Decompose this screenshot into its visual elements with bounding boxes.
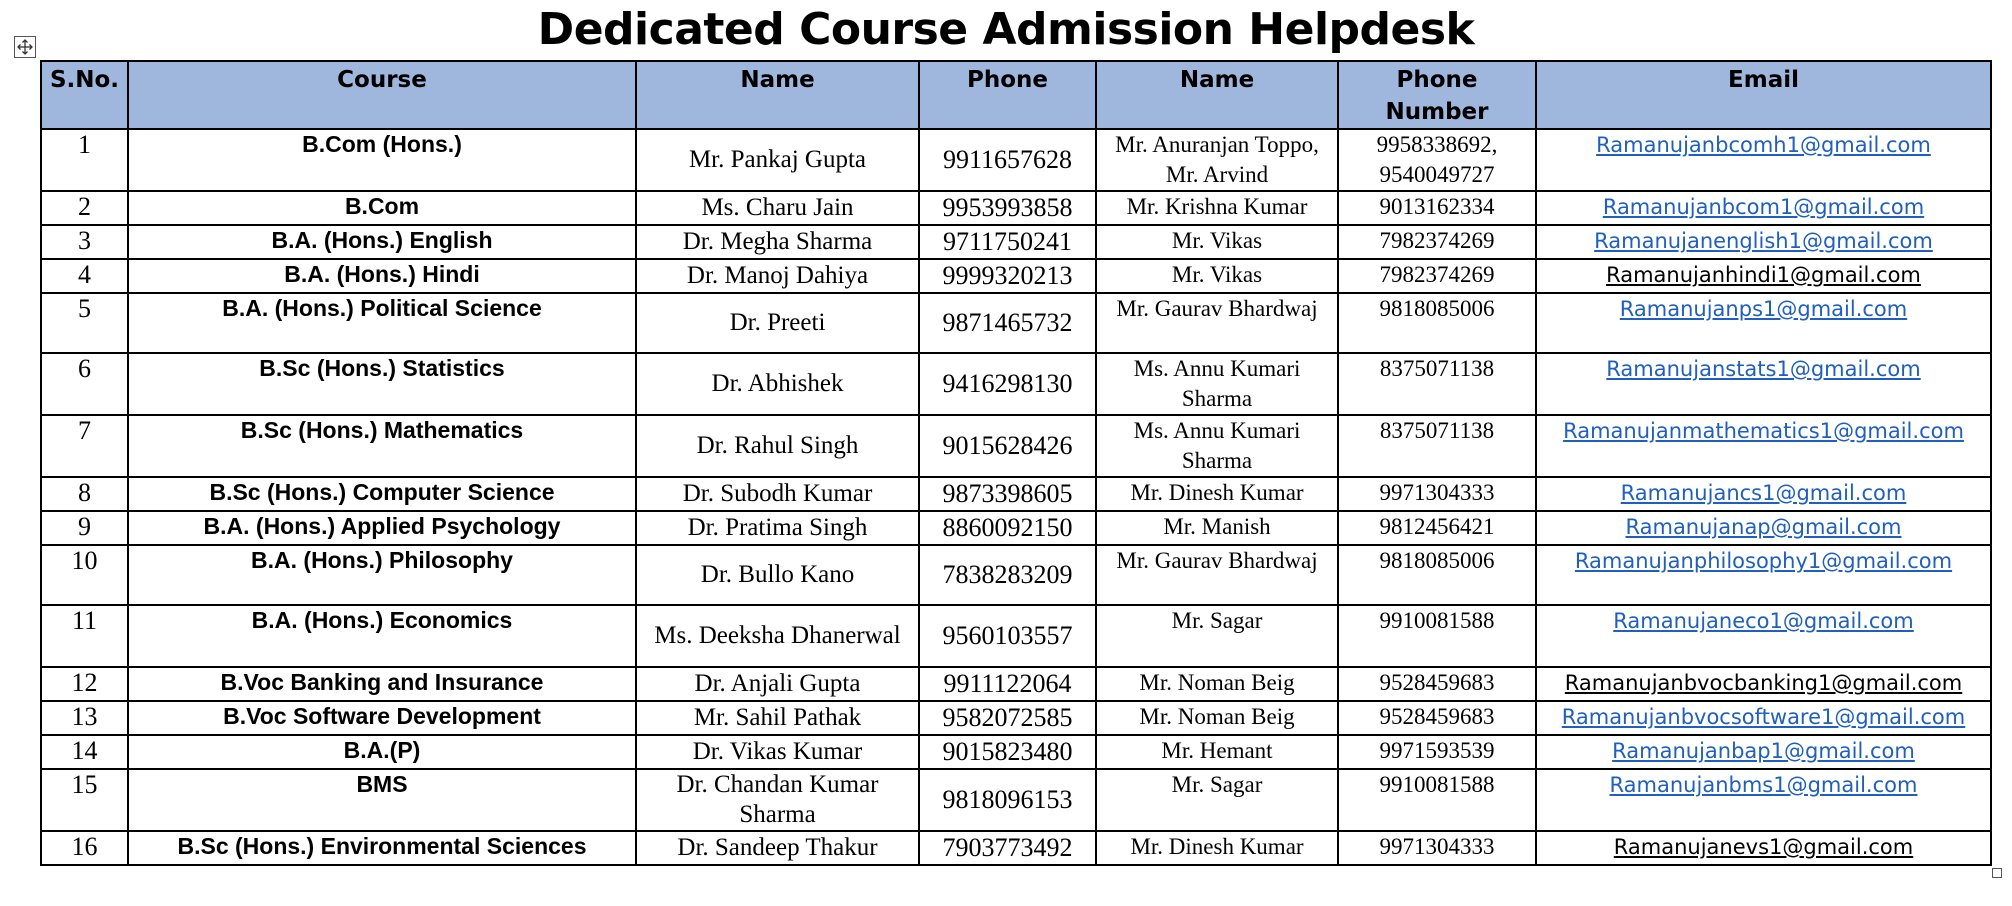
- table-cell-name: Dr. Rahul Singh: [636, 415, 919, 477]
- table-cell-phone: 8860092150: [919, 511, 1096, 545]
- table-cell-name: Dr. Vikas Kumar: [636, 735, 919, 769]
- header-phone-number: Phone Number: [1338, 61, 1536, 129]
- table-move-handle[interactable]: [14, 36, 36, 58]
- table-cell-phone: 9818096153: [919, 769, 1096, 831]
- email-link[interactable]: Ramanujanstats1@gmail.com: [1606, 357, 1921, 381]
- table-row: [41, 545, 1991, 605]
- header-course: Course: [128, 61, 636, 129]
- table-row: [41, 701, 1991, 735]
- table-cell-name-2: Mr. Vikas: [1096, 259, 1338, 293]
- table-cell-phone: 9873398605: [919, 477, 1096, 511]
- table-cell-email: [1536, 353, 1991, 415]
- page-title: Dedicated Course Admission Helpdesk: [537, 4, 1475, 55]
- table-row: [41, 667, 1991, 701]
- table-cell-email: [1536, 511, 1991, 545]
- table-cell-phone-number: 9812456421: [1338, 511, 1536, 545]
- table-cell-course: B.A.(P): [128, 735, 636, 769]
- table-cell-sno: 4: [41, 259, 128, 293]
- table-cell-phone-number: 8375071138: [1338, 415, 1536, 477]
- table-cell-phone: 9416298130: [919, 353, 1096, 415]
- table-cell-name: Dr. Bullo Kano: [636, 545, 919, 605]
- table-cell-email: [1536, 831, 1991, 865]
- table-cell-sno: 2: [41, 191, 128, 225]
- header-name-2: Name: [1096, 61, 1338, 129]
- table-cell-name: Dr. Preeti: [636, 293, 919, 353]
- table-cell-sno: 6: [41, 353, 128, 415]
- table-cell-course: B.Voc Software Development: [128, 701, 636, 735]
- table-cell-phone-number: 9818085006: [1338, 545, 1536, 605]
- table-cell-name: Dr. Subodh Kumar: [636, 477, 919, 511]
- table-cell-email: [1536, 667, 1991, 701]
- table-cell-phone-number: 7982374269: [1338, 225, 1536, 259]
- table-cell-phone-number: 9958338692, 9540049727: [1338, 129, 1536, 191]
- header-email: Email: [1536, 61, 1991, 129]
- table-cell-phone-number: 9528459683: [1338, 667, 1536, 701]
- table-cell-email: [1536, 191, 1991, 225]
- table-cell-email: [1536, 129, 1991, 191]
- table-cell-phone-number: 9971304333: [1338, 831, 1536, 865]
- table-row: [41, 353, 1991, 415]
- email-link[interactable]: Ramanujanbvocbanking1@gmail.com: [1564, 671, 1963, 695]
- table-cell-course: B.A. (Hons.) Political Science: [128, 293, 636, 353]
- table-cell-sno: 1: [41, 129, 128, 191]
- table-cell-email: [1536, 735, 1991, 769]
- table-cell-course: B.Sc (Hons.) Environmental Sciences: [128, 831, 636, 865]
- table-row: [41, 511, 1991, 545]
- table-cell-phone-number: 8375071138: [1338, 353, 1536, 415]
- table-row: [41, 605, 1991, 667]
- header-name: Name: [636, 61, 919, 129]
- table-cell-name: Mr. Pankaj Gupta: [636, 129, 919, 191]
- table-cell-sno: 9: [41, 511, 128, 545]
- table-cell-name-2: Mr. Gaurav Bhardwaj: [1096, 545, 1338, 605]
- table-cell-course: B.Sc (Hons.) Mathematics: [128, 415, 636, 477]
- table-cell-name: Dr. Sandeep Thakur: [636, 831, 919, 865]
- table-cell-course: BMS: [128, 769, 636, 831]
- table-cell-course: B.Sc (Hons.) Statistics: [128, 353, 636, 415]
- email-link[interactable]: Ramanujanmathematics1@gmail.com: [1563, 419, 1964, 443]
- table-cell-course: B.A. (Hons.) English: [128, 225, 636, 259]
- table-cell-email: [1536, 477, 1991, 511]
- table-cell-phone: 7838283209: [919, 545, 1096, 605]
- table-cell-email: [1536, 225, 1991, 259]
- email-link[interactable]: Ramanujanhindi1@gmail.com: [1606, 263, 1921, 287]
- table-cell-sno: 8: [41, 477, 128, 511]
- table-row: [41, 191, 1991, 225]
- table-cell-phone: 9911122064: [919, 667, 1096, 701]
- header-row: [41, 61, 1991, 129]
- table-cell-name-2: Mr. Dinesh Kumar: [1096, 477, 1338, 511]
- table-cell-course: B.A. (Hons.) Economics: [128, 605, 636, 667]
- table-resize-handle[interactable]: [1992, 868, 2002, 878]
- email-link[interactable]: Ramanujanps1@gmail.com: [1619, 297, 1908, 321]
- table-row: [41, 415, 1991, 477]
- table-cell-name-2: Mr. Manish: [1096, 511, 1338, 545]
- table-cell-name-2: Mr. Dinesh Kumar: [1096, 831, 1338, 865]
- email-link[interactable]: Ramanujaneco1@gmail.com: [1613, 609, 1914, 633]
- email-link[interactable]: Ramanujanbms1@gmail.com: [1609, 773, 1918, 797]
- table-cell-sno: 3: [41, 225, 128, 259]
- table-cell-sno: 16: [41, 831, 128, 865]
- table-cell-sno: 11: [41, 605, 128, 667]
- table-cell-phone: 9953993858: [919, 191, 1096, 225]
- email-link[interactable]: Ramanujanbap1@gmail.com: [1612, 739, 1915, 763]
- table-cell-phone-number: 9910081588: [1338, 769, 1536, 831]
- email-link[interactable]: Ramanujanevs1@gmail.com: [1613, 835, 1914, 859]
- table-row: [41, 259, 1991, 293]
- table-cell-phone-number: 9971304333: [1338, 477, 1536, 511]
- table-cell-phone: 9015628426: [919, 415, 1096, 477]
- table-cell-sno: 15: [41, 769, 128, 831]
- table-row: [41, 831, 1991, 865]
- header-phone: Phone: [919, 61, 1096, 129]
- table-cell-phone-number: 7982374269: [1338, 259, 1536, 293]
- table-cell-email: [1536, 545, 1991, 605]
- header-sno: S.No.: [41, 61, 128, 129]
- table-cell-name-2: Ms. Annu Kumari Sharma: [1096, 353, 1338, 415]
- table-cell-name: Ms. Deeksha Dhanerwal: [636, 605, 919, 667]
- table-cell-email: [1536, 293, 1991, 353]
- table-cell-phone: 9999320213: [919, 259, 1096, 293]
- table-cell-phone: 9560103557: [919, 605, 1096, 667]
- table-cell-email: [1536, 259, 1991, 293]
- table-cell-name: Ms. Charu Jain: [636, 191, 919, 225]
- table-cell-name-2: Mr. Krishna Kumar: [1096, 191, 1338, 225]
- table-cell-name: Dr. Chandan Kumar Sharma: [636, 769, 919, 831]
- table-cell-phone-number: 9013162334: [1338, 191, 1536, 225]
- table-cell-sno: 14: [41, 735, 128, 769]
- table-cell-phone-number: 9818085006: [1338, 293, 1536, 353]
- table-cell-name-2: Mr. Gaurav Bhardwaj: [1096, 293, 1338, 353]
- email-link[interactable]: Ramanujanphilosophy1@gmail.com: [1574, 549, 1953, 573]
- email-link[interactable]: Ramanujanbcom1@gmail.com: [1602, 195, 1925, 219]
- table-cell-phone: 9711750241: [919, 225, 1096, 259]
- table-cell-phone: 9582072585: [919, 701, 1096, 735]
- table-cell-email: [1536, 769, 1991, 831]
- table-cell-sno: 12: [41, 667, 128, 701]
- table-cell-course: B.A. (Hons.) Hindi: [128, 259, 636, 293]
- table-cell-course: B.A. (Hons.) Applied Psychology: [128, 511, 636, 545]
- table-row: [41, 477, 1991, 511]
- table-cell-name-2: Mr. Hemant: [1096, 735, 1338, 769]
- table-cell-sno: 5: [41, 293, 128, 353]
- table-cell-name-2: Mr. Sagar: [1096, 769, 1338, 831]
- table-cell-name-2: Ms. Annu Kumari Sharma: [1096, 415, 1338, 477]
- table-row: [41, 129, 1991, 191]
- table-cell-phone: 9015823480: [919, 735, 1096, 769]
- table-cell-name: Dr. Manoj Dahiya: [636, 259, 919, 293]
- table-cell-name: Dr. Anjali Gupta: [636, 667, 919, 701]
- table-cell-email: [1536, 701, 1991, 735]
- email-link[interactable]: Ramanujanbcomh1@gmail.com: [1596, 133, 1931, 157]
- table-cell-name-2: Mr. Noman Beig: [1096, 701, 1338, 735]
- table-cell-name-2: Mr. Sagar: [1096, 605, 1338, 667]
- table-cell-sno: 13: [41, 701, 128, 735]
- table-cell-name-2: Mr. Anuranjan Toppo, Mr. Arvind: [1096, 129, 1338, 191]
- email-link[interactable]: Ramanujancs1@gmail.com: [1620, 481, 1907, 505]
- table-cell-phone-number: 9528459683: [1338, 701, 1536, 735]
- table-cell-email: [1536, 415, 1991, 477]
- table-cell-phone: 9911657628: [919, 129, 1096, 191]
- table-cell-name: Mr. Sahil Pathak: [636, 701, 919, 735]
- table-cell-course: B.Sc (Hons.) Computer Science: [128, 477, 636, 511]
- table-cell-name-2: Mr. Noman Beig: [1096, 667, 1338, 701]
- table-cell-phone-number: 9971593539: [1338, 735, 1536, 769]
- table-cell-course: B.A. (Hons.) Philosophy: [128, 545, 636, 605]
- table-row: [41, 225, 1991, 259]
- table-cell-name: Dr. Pratima Singh: [636, 511, 919, 545]
- email-link[interactable]: Ramanujanbvocsoftware1@gmail.com: [1561, 705, 1966, 729]
- table-row: [41, 293, 1991, 353]
- table-cell-course: B.Voc Banking and Insurance: [128, 667, 636, 701]
- email-link[interactable]: Ramanujanap@gmail.com: [1625, 515, 1902, 539]
- table-cell-course: B.Com: [128, 191, 636, 225]
- table-cell-course: B.Com (Hons.): [128, 129, 636, 191]
- email-link[interactable]: Ramanujanenglish1@gmail.com: [1594, 229, 1933, 253]
- table-cell-phone: 7903773492: [919, 831, 1096, 865]
- table-cell-sno: 7: [41, 415, 128, 477]
- table-row: [41, 735, 1991, 769]
- table-cell-name: Dr. Abhishek: [636, 353, 919, 415]
- table-cell-sno: 10: [41, 545, 128, 605]
- table-cell-name-2: Mr. Vikas: [1096, 225, 1338, 259]
- table-cell-phone-number: 9910081588: [1338, 605, 1536, 667]
- move-arrows-icon: [16, 38, 34, 56]
- table-cell-email: [1536, 605, 1991, 667]
- table-cell-phone: 9871465732: [919, 293, 1096, 353]
- helpdesk-table: [40, 60, 1992, 866]
- table-row: [41, 769, 1991, 831]
- table-cell-name: Dr. Megha Sharma: [636, 225, 919, 259]
